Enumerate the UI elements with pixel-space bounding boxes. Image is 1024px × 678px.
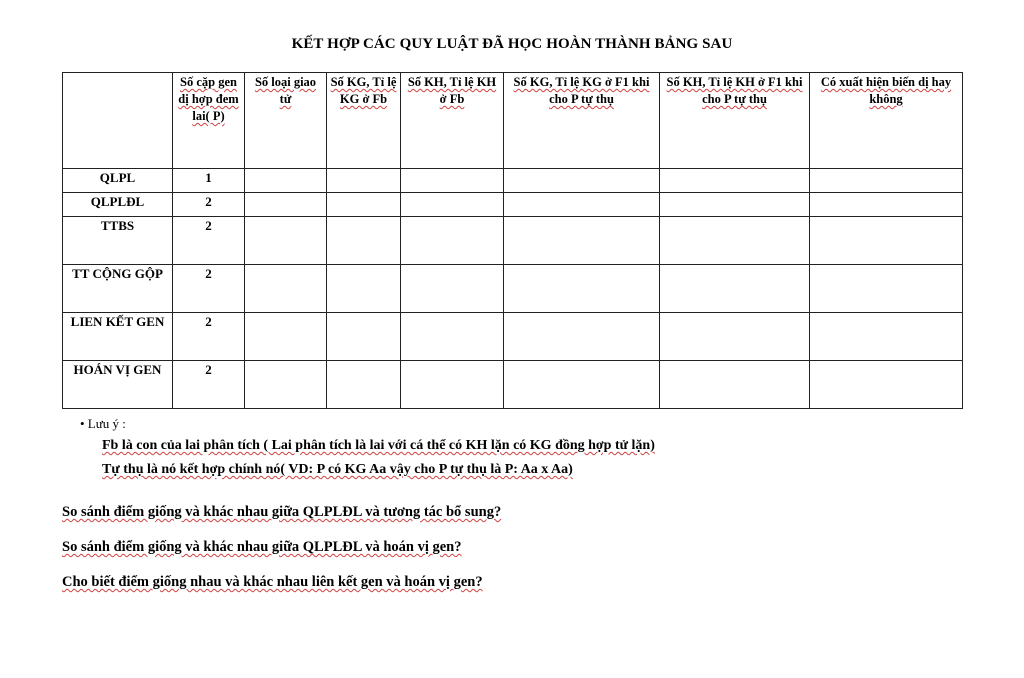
empty-cell bbox=[504, 265, 660, 313]
empty-cell bbox=[504, 193, 660, 217]
row-gene-pairs: 2 bbox=[173, 193, 245, 217]
row-gene-pairs: 1 bbox=[173, 169, 245, 193]
notes-heading: • Lưu ý : bbox=[80, 416, 126, 431]
empty-cell bbox=[504, 169, 660, 193]
empty-cell bbox=[810, 217, 963, 265]
header-cell-genotype-f1: Số KG, Tỉ lệ KG ở F1 khi cho P tự thụ bbox=[504, 73, 660, 169]
header-cell-phenotype-fb: Số KH, Tỉ lệ KH ở Fb bbox=[401, 73, 504, 169]
note-line-self-pollination: Tự thụ là nó kết hợp chính nó( VD: P có KG Aa vậy cho P tự thụ là P: Aa x Aa) bbox=[102, 462, 573, 477]
empty-cell bbox=[504, 217, 660, 265]
empty-cell bbox=[327, 193, 401, 217]
table-row bbox=[63, 217, 963, 265]
table-row bbox=[63, 313, 963, 361]
page-title: KẾT HỢP CÁC QUY LUẬT ĐÃ HỌC HOÀN THÀNH BẢNG SAU bbox=[291, 36, 733, 52]
row-label: TTBS bbox=[63, 217, 173, 265]
empty-cell bbox=[660, 313, 810, 361]
note-line-fb: Fb là con của lai phân tích ( Lai phân tích là lai với cá thể có KH lặn có KG đồng hợp tử lặn) bbox=[102, 438, 655, 453]
table-row bbox=[63, 193, 963, 217]
row-label: QLPLĐL bbox=[63, 193, 173, 217]
empty-cell bbox=[245, 217, 327, 265]
empty-cell bbox=[660, 265, 810, 313]
empty-cell bbox=[810, 265, 963, 313]
question-3: Cho biết điểm giống nhau và khác nhau liên kết gen và hoán vị gen? bbox=[62, 574, 483, 590]
question-2: So sánh điểm giống và khác nhau giữa QLPLĐL và hoán vị gen? bbox=[62, 539, 462, 555]
row-gene-pairs: 2 bbox=[173, 217, 245, 265]
empty-cell bbox=[327, 265, 401, 313]
summary-table bbox=[62, 72, 963, 409]
empty-cell bbox=[810, 361, 963, 409]
notes-section bbox=[80, 414, 980, 482]
header-cell-variation: Có xuất hiện biến dị hay không bbox=[810, 73, 963, 169]
empty-cell bbox=[401, 361, 504, 409]
table-row bbox=[63, 361, 963, 409]
table-header-row bbox=[63, 73, 963, 169]
empty-cell bbox=[401, 313, 504, 361]
empty-cell bbox=[401, 217, 504, 265]
empty-cell bbox=[245, 265, 327, 313]
empty-cell bbox=[401, 193, 504, 217]
table-row bbox=[63, 265, 963, 313]
empty-cell bbox=[245, 193, 327, 217]
row-label: HOÁN VỊ GEN bbox=[63, 361, 173, 409]
row-label: QLPL bbox=[63, 169, 173, 193]
table-row bbox=[63, 169, 963, 193]
row-gene-pairs: 2 bbox=[173, 361, 245, 409]
header-cell-empty bbox=[63, 73, 173, 169]
empty-cell bbox=[810, 193, 963, 217]
header-cell-phenotype-f1: Số KH, Tỉ lệ KH ở F1 khi cho P tự thụ bbox=[660, 73, 810, 169]
row-gene-pairs: 2 bbox=[173, 265, 245, 313]
empty-cell bbox=[660, 193, 810, 217]
empty-cell bbox=[401, 265, 504, 313]
row-gene-pairs: 2 bbox=[173, 313, 245, 361]
empty-cell bbox=[660, 169, 810, 193]
header-cell-genotype-fb: Số KG, Tỉ lệ KG ở Fb bbox=[327, 73, 401, 169]
empty-cell bbox=[245, 313, 327, 361]
empty-cell bbox=[660, 217, 810, 265]
empty-cell bbox=[810, 169, 963, 193]
empty-cell bbox=[504, 361, 660, 409]
empty-cell bbox=[327, 169, 401, 193]
empty-cell bbox=[245, 169, 327, 193]
empty-cell bbox=[327, 217, 401, 265]
row-label: LIEN KẾT GEN bbox=[63, 313, 173, 361]
row-label: TT CỘNG GỘP bbox=[63, 265, 173, 313]
empty-cell bbox=[504, 313, 660, 361]
question-1: So sánh điểm giống và khác nhau giữa QLPLĐL và tương tác bổ sung? bbox=[62, 504, 502, 520]
empty-cell bbox=[327, 361, 401, 409]
empty-cell bbox=[660, 361, 810, 409]
empty-cell bbox=[810, 313, 963, 361]
header-cell-gene-pairs: Số cặp gen dị hợp đem lai( P) bbox=[173, 73, 245, 169]
header-cell-gamete-types: Số loại giao tử bbox=[245, 73, 327, 169]
empty-cell bbox=[327, 313, 401, 361]
empty-cell bbox=[401, 169, 504, 193]
empty-cell bbox=[245, 361, 327, 409]
